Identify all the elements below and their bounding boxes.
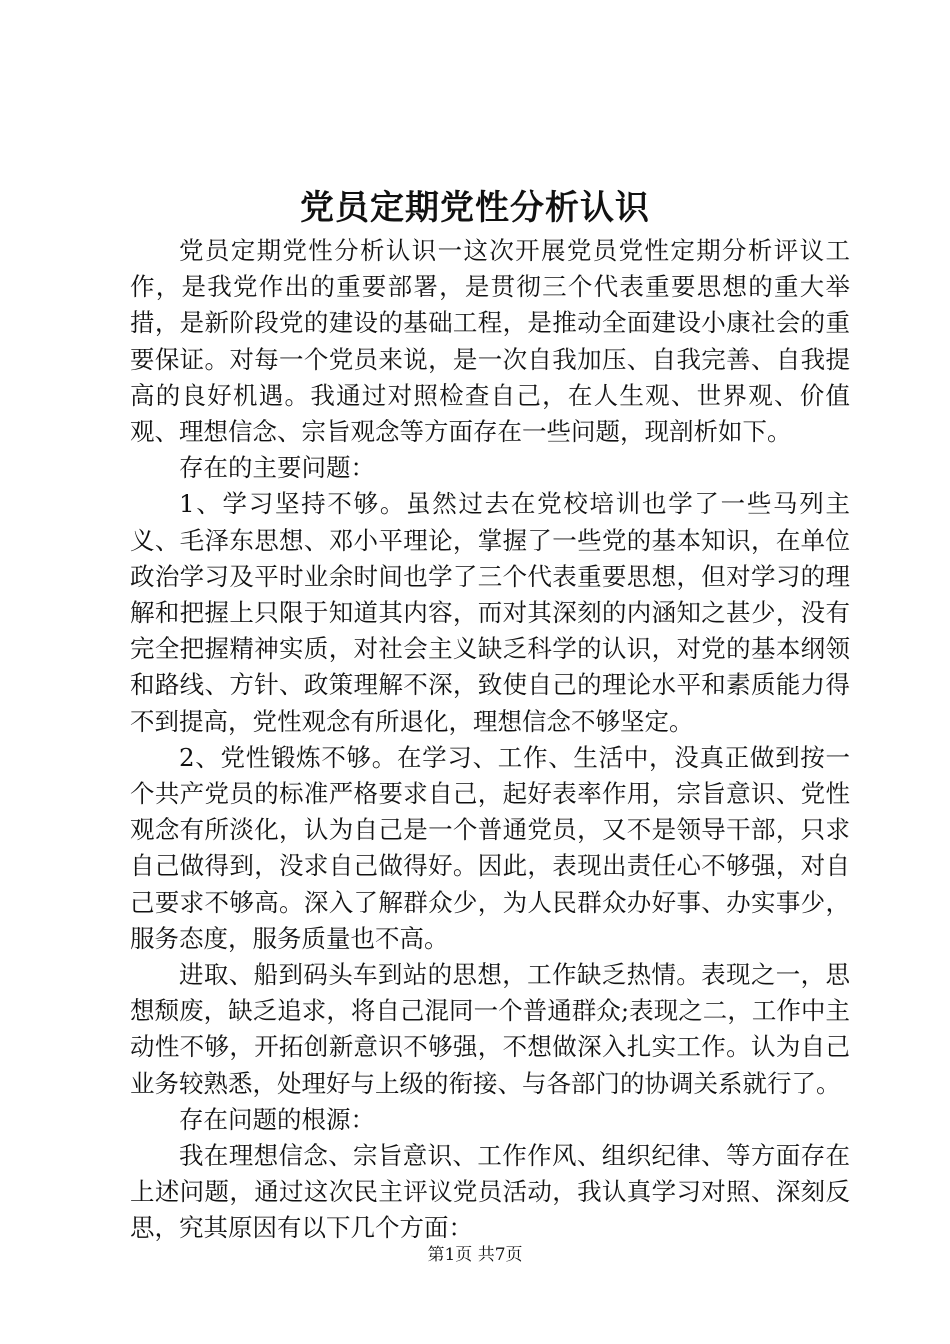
paragraph-root-causes: 我在理想信念、宗旨意识、工作作风、组织纪律、等方面存在上述问题，通过这次民主评议党员活动，我认真学习对照、深刻反思，究其原因有以下几个方面： [130,1141,850,1243]
page-number-footer: 第1页 共7页 [427,1245,523,1265]
paragraph-problem-3: 进取、船到码头车到站的思想，工作缺乏热情。表现之一，思想颓废，缺乏追求，将自己混同一个普通群众;表现之二，工作中主动性不够，开拓创新意识不够强，不想做深入扎实工作。认为自己业务较熟悉，处理好与上级的衔接、与各部门的协调关系就行了。 [130,960,850,1098]
document-title: 党员定期党性分析认识 [300,188,650,228]
paragraph-problem-1: 1、学习坚持不够。虽然过去在党校培训也学了一些马列主义、毛泽东思想、邓小平理论，掌握了一些党的基本知识，在单位政治学习及平时业余时间也学了三个代表重要思想，但对学习的理解和把握上只限于知道其内容，而对其深刻的内涵知之甚少，没有完全把握精神实质，对社会主义缺乏科学的认识，对党的基本纲领和路线、方针、政策理解不深，致使自己的理论水平和素质能力得不到提高，党性观念有所退化，理想信念不够坚定。 [130,489,850,736]
document-body [130,233,850,1247]
paragraph-main-problems-heading: 存在的主要问题： [179,453,375,483]
paragraph-intro: 党员定期党性分析认识一这次开展党员党性定期分析评议工作，是我党作出的重要部署，是贯彻三个代表重要思想的重大举措，是新阶段党的建设的基础工程，是推动全面建设小康社会的重要保证。对每一个党员来说，是一次自我加压、自我完善、自我提高的良好机遇。我通过对照检查自己，在人生观、世界观、价值观、理想信念、宗旨观念等方面存在一些问题，现剖析如下。 [130,236,850,447]
paragraph-problem-2: 2、党性锻炼不够。在学习、工作、生活中，没真正做到按一个共产党员的标准严格要求自己，起好表率作用，宗旨意识、党性观念有所淡化，认为自己是一个普通党员，又不是领导干部，只求自己做得到，没求自己做得好。因此，表现出责任心不够强，对自己要求不够高。深入了解群众少，为人民群众办好事、办实事少，服务态度，服务质量也不高。 [130,742,850,953]
paragraph-root-causes-heading: 存在问题的根源： [179,1104,375,1134]
